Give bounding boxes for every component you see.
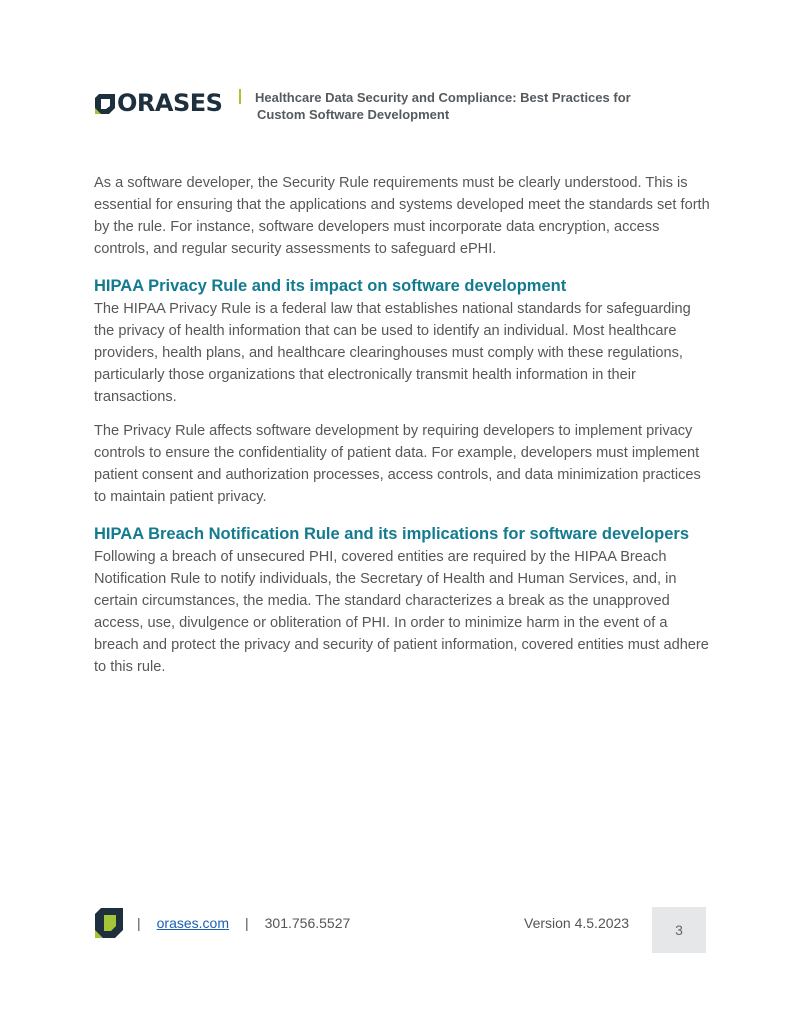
document-title bbox=[255, 89, 695, 123]
footer-separator: | bbox=[137, 915, 141, 931]
breach-rule-paragraph: Following a breach of unsecured PHI, covered entities are required by the HIPAA Breach Notification Rule to notify individuals, the Secretary of Health and Human Services, and, in certain circumstances, the media. The standard characterizes a break as the unapproved access, use, divulgence or obliteration of PHI. In order to minimize harm in the event of a breach and protect the privacy and security of patient information, covered entities must adhere to this rule. bbox=[94, 549, 709, 675]
breach-rule-heading: HIPAA Breach Notification Rule and its implications for software developers bbox=[94, 525, 690, 543]
document-title-line-2: Custom Software Development bbox=[257, 107, 450, 122]
page-header bbox=[95, 88, 715, 128]
privacy-rule-paragraph-1: The HIPAA Privacy Rule is a federal law that establishes national standards for safeguarding the privacy of health information that can be used to identify an individual. Most healthcare providers, health plans, and healthcare clearinghouses must comply with these regulations, particularly those organizations that electronically transmit health information in their transactions. bbox=[94, 301, 691, 405]
document-title-line-1: Healthcare Data Security and Compliance: Best Practices for bbox=[255, 90, 631, 105]
footer-separator: | bbox=[245, 915, 249, 931]
website-link[interactable]: orases.com bbox=[156, 915, 229, 931]
logo-wordmark: ORASES bbox=[117, 89, 223, 117]
page-number: 3 bbox=[675, 922, 683, 938]
orases-logo-mark-icon bbox=[95, 94, 117, 114]
page-footer bbox=[95, 905, 707, 955]
footer-contact bbox=[137, 915, 350, 931]
page-content bbox=[94, 172, 714, 690]
intro-paragraph: As a software developer, the Security Rule requirements must be clearly understood. This is essential for ensuring that the applications and systems developed meet the standards set forth by the rule. For instance, software developers must incorporate data encryption, access controls, and regular security assessments to safeguard ePHI. bbox=[94, 175, 710, 257]
orases-footer-logo-icon bbox=[95, 908, 123, 938]
privacy-rule-paragraph-2: The Privacy Rule affects software development by requiring developers to implement privacy controls to ensure the confidentiality of patient data. For example, developers must implement patient consent and authorization processes, access controls, and data minimization practices to maintain patient privacy. bbox=[94, 423, 701, 505]
version-label: Version 4.5.2023 bbox=[524, 915, 630, 931]
orases-logo bbox=[95, 89, 223, 117]
header-divider bbox=[239, 89, 241, 104]
privacy-rule-heading: HIPAA Privacy Rule and its impact on software development bbox=[94, 277, 567, 295]
phone-number: 301.756.5527 bbox=[264, 915, 351, 931]
page-number-box bbox=[652, 907, 706, 953]
